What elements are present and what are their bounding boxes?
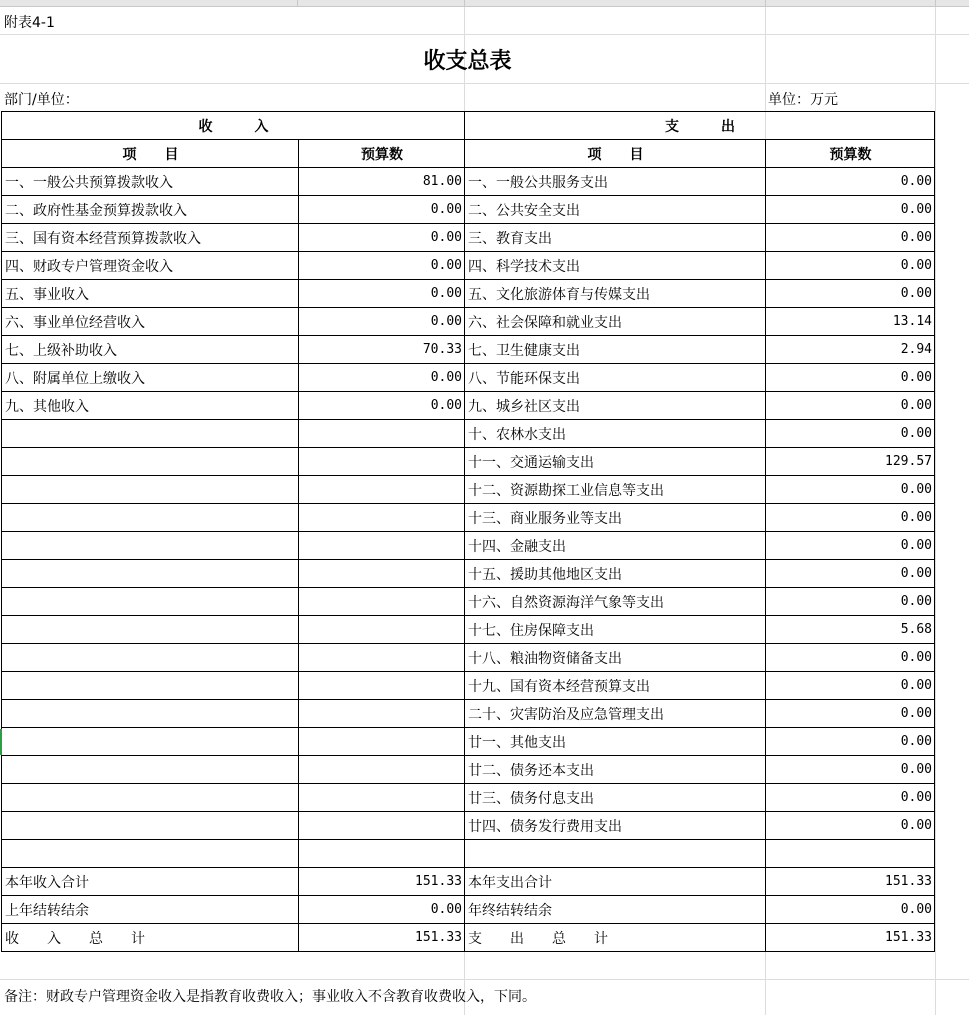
empty-cell[interactable] [299,840,465,868]
income-value-cell[interactable] [299,784,465,812]
income-total-value[interactable]: 0.00 [299,896,465,924]
income-item-cell[interactable] [2,672,299,700]
gridline [0,979,969,980]
expense-item-cell[interactable]: 八、节能环保支出 [465,364,766,392]
expense-value-cell[interactable]: 0.00 [766,560,935,588]
income-value-cell[interactable] [299,420,465,448]
expense-item-cell[interactable]: 廿二、债务还本支出 [465,756,766,784]
expense-item-cell[interactable]: 十一、交通运输支出 [465,448,766,476]
income-value-cell[interactable] [299,476,465,504]
table-row [2,308,935,336]
expense-value-cell[interactable]: 5.68 [766,616,935,644]
expense-header: 支 出 [465,112,935,140]
column-header-c[interactable] [465,0,766,6]
expense-item-cell[interactable]: 十四、金融支出 [465,532,766,560]
expense-item-cell[interactable]: 五、文化旅游体育与传媒支出 [465,280,766,308]
expense-value-cell[interactable]: 0.00 [766,420,935,448]
gridline [0,83,969,84]
income-total-label[interactable]: 上年结转结余 [2,896,299,924]
expense-item-cell[interactable]: 四、科学技术支出 [465,252,766,280]
expense-total-value[interactable]: 151.33 [766,924,935,952]
expense-value-cell[interactable]: 0.00 [766,700,935,728]
income-item-cell[interactable] [2,700,299,728]
table-row [2,504,935,532]
expense-value-cell[interactable]: 0.00 [766,756,935,784]
expense-item-cell[interactable]: 九、城乡社区支出 [465,392,766,420]
income-value-cell[interactable] [299,728,465,756]
page-title: 收支总表 [423,49,512,74]
gridline [935,7,936,1015]
expense-budget-header: 预算数 [766,140,935,168]
income-value-cell[interactable]: 0.00 [299,280,465,308]
expense-value-cell[interactable]: 0.00 [766,504,935,532]
expense-value-cell[interactable]: 0.00 [766,168,935,196]
table-row [2,448,935,476]
column-header-b[interactable] [298,0,465,6]
expense-value-cell[interactable]: 0.00 [766,532,935,560]
budget-table-body [2,112,935,952]
income-value-cell[interactable] [299,644,465,672]
expense-value-cell[interactable]: 0.00 [766,364,935,392]
income-item-cell[interactable] [2,448,299,476]
expense-item-cell[interactable]: 十、农林水支出 [465,420,766,448]
income-item-cell[interactable]: 四、财政专户管理资金收入 [2,252,299,280]
income-item-cell[interactable] [2,812,299,840]
expense-item-cell[interactable]: 十二、资源勘探工业信息等支出 [465,476,766,504]
table-row [2,532,935,560]
expense-item-cell[interactable]: 十七、住房保障支出 [465,616,766,644]
income-item-cell[interactable]: 八、附属单位上缴收入 [2,364,299,392]
expense-item-cell[interactable]: 廿四、债务发行费用支出 [465,812,766,840]
income-value-cell[interactable]: 0.00 [299,252,465,280]
expense-value-cell[interactable]: 0.00 [766,728,935,756]
income-value-cell[interactable]: 0.00 [299,196,465,224]
table-row [2,336,935,364]
column-header-d[interactable] [766,0,936,6]
expense-value-cell[interactable]: 0.00 [766,812,935,840]
gridline [0,34,969,35]
income-item-cell[interactable] [2,588,299,616]
expense-value-cell[interactable]: 2.94 [766,336,935,364]
income-total-label[interactable]: 本年收入合计 [2,868,299,896]
income-value-cell[interactable] [299,812,465,840]
income-header: 收 入 [2,112,465,140]
income-value-cell[interactable] [299,588,465,616]
income-item-header: 项 目 [2,140,299,168]
expense-item-cell[interactable]: 七、卫生健康支出 [465,336,766,364]
income-item-cell[interactable] [2,532,299,560]
expense-value-cell[interactable]: 0.00 [766,476,935,504]
expense-item-cell[interactable]: 六、社会保障和就业支出 [465,308,766,336]
total-row [2,924,935,952]
blank-row [2,840,935,868]
empty-cell[interactable] [2,840,299,868]
unit-label: 单位：万元 [768,92,838,108]
table-row [2,476,935,504]
expense-value-cell[interactable]: 0.00 [766,392,935,420]
expense-value-cell[interactable]: 0.00 [766,588,935,616]
expense-value-cell[interactable]: 0.00 [766,672,935,700]
expense-item-cell[interactable]: 十五、援助其他地区支出 [465,560,766,588]
income-total-value[interactable]: 151.33 [299,924,465,952]
table-row [2,756,935,784]
column-header-a[interactable] [0,0,298,6]
income-item-cell[interactable] [2,728,299,756]
income-item-cell[interactable]: 三、国有资本经营预算拨款收入 [2,224,299,252]
income-value-cell[interactable]: 0.00 [299,308,465,336]
income-total-label[interactable]: 收 入 总 计 [2,924,299,952]
expense-total-value[interactable]: 151.33 [766,868,935,896]
expense-item-cell[interactable]: 三、教育支出 [465,224,766,252]
table-row [2,588,935,616]
footnote: 备注：财政专户管理资金收入是指教育收费收入；事业收入不含教育收费收入，下同。 [4,989,536,1005]
expense-item-cell[interactable]: 二、公共安全支出 [465,196,766,224]
expense-value-cell[interactable]: 0.00 [766,196,935,224]
expense-total-label[interactable]: 本年支出合计 [465,868,766,896]
income-value-cell[interactable] [299,672,465,700]
income-item-cell[interactable]: 七、上级补助收入 [2,336,299,364]
income-total-value[interactable]: 151.33 [299,868,465,896]
expense-value-cell[interactable]: 0.00 [766,280,935,308]
expense-item-cell[interactable]: 十八、粮油物资储备支出 [465,644,766,672]
income-item-cell[interactable] [2,420,299,448]
table-row [2,616,935,644]
expense-total-value[interactable]: 0.00 [766,896,935,924]
table-row [2,672,935,700]
income-value-cell[interactable] [299,504,465,532]
table-row [2,196,935,224]
expense-item-cell[interactable]: 廿三、债务付息支出 [465,784,766,812]
income-value-cell[interactable] [299,560,465,588]
income-item-cell[interactable]: 六、事业单位经营收入 [2,308,299,336]
table-row [2,168,935,196]
table-row [2,392,935,420]
table-row [2,252,935,280]
expense-item-cell[interactable]: 十六、自然资源海洋气象等支出 [465,588,766,616]
expense-value-cell[interactable]: 129.57 [766,448,935,476]
expense-value-cell[interactable]: 0.00 [766,644,935,672]
table-row [2,700,935,728]
income-value-cell[interactable]: 81.00 [299,168,465,196]
column-header-row [2,140,935,168]
income-value-cell[interactable] [299,448,465,476]
expense-item-cell[interactable]: 一、一般公共服务支出 [465,168,766,196]
expense-value-cell[interactable]: 0.00 [766,252,935,280]
empty-cell[interactable] [465,840,766,868]
expense-value-cell[interactable]: 0.00 [766,784,935,812]
income-value-cell[interactable] [299,532,465,560]
expense-value-cell[interactable]: 0.00 [766,224,935,252]
expense-item-cell[interactable]: 十三、商业服务业等支出 [465,504,766,532]
income-item-cell[interactable]: 二、政府性基金预算拨款收入 [2,196,299,224]
income-item-cell[interactable]: 一、一般公共预算拨款收入 [2,168,299,196]
table-row [2,728,935,756]
expense-item-cell[interactable]: 廿一、其他支出 [465,728,766,756]
active-cell-marker [0,729,2,755]
income-value-cell[interactable]: 70.33 [299,336,465,364]
table-row [2,812,935,840]
income-value-cell[interactable]: 0.00 [299,364,465,392]
income-budget-header: 预算数 [299,140,465,168]
income-item-cell[interactable] [2,476,299,504]
table-row [2,420,935,448]
table-row [2,560,935,588]
income-value-cell[interactable] [299,756,465,784]
income-item-cell[interactable] [2,784,299,812]
expense-value-cell[interactable]: 13.14 [766,308,935,336]
column-header-bar [0,0,969,7]
table-row [2,364,935,392]
expense-total-label[interactable]: 年终结转结余 [465,896,766,924]
expense-total-label[interactable]: 支 出 总 计 [465,924,766,952]
income-item-cell[interactable]: 九、其他收入 [2,392,299,420]
table-row [2,784,935,812]
income-item-cell[interactable]: 五、事业收入 [2,280,299,308]
total-row [2,868,935,896]
income-item-cell[interactable] [2,644,299,672]
income-item-cell[interactable] [2,756,299,784]
income-value-cell[interactable] [299,616,465,644]
expense-item-header: 项 目 [465,140,766,168]
income-item-cell[interactable] [2,560,299,588]
income-item-cell[interactable] [2,616,299,644]
income-item-cell[interactable] [2,504,299,532]
income-value-cell[interactable] [299,700,465,728]
section-header-row [2,112,935,140]
empty-cell[interactable] [766,840,935,868]
table-row [2,280,935,308]
appendix-label: 附表4-1 [4,15,55,31]
department-label: 部门/单位： [4,92,79,108]
income-value-cell[interactable]: 0.00 [299,392,465,420]
total-row [2,896,935,924]
income-value-cell[interactable]: 0.00 [299,224,465,252]
expense-item-cell[interactable]: 二十、灾害防治及应急管理支出 [465,700,766,728]
table-row [2,224,935,252]
table-row [2,644,935,672]
budget-table [1,111,935,952]
expense-item-cell[interactable]: 十九、国有资本经营预算支出 [465,672,766,700]
